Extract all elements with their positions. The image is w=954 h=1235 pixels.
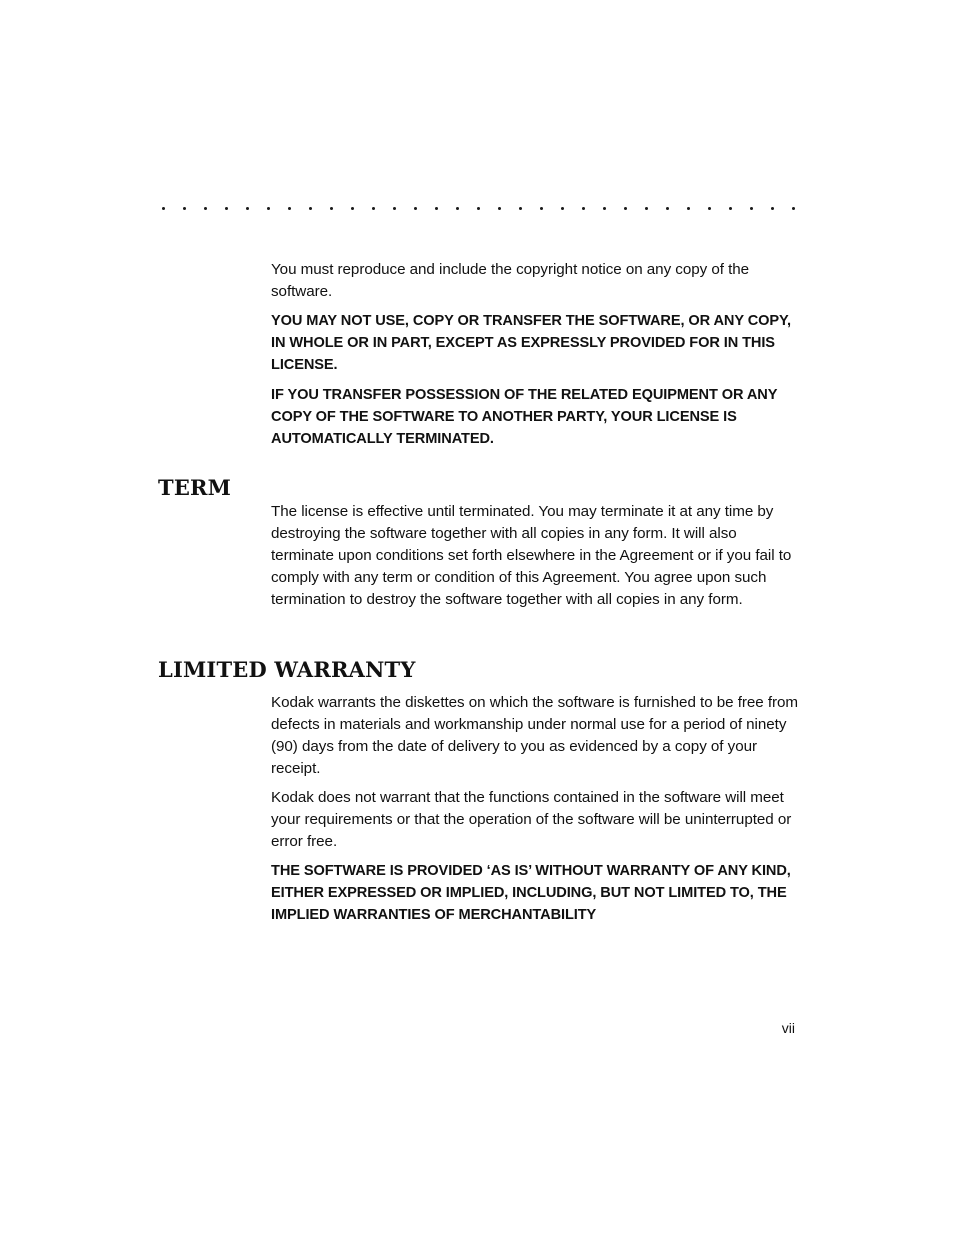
- rule-dot: [351, 207, 354, 210]
- dotted-header-rule: [158, 203, 798, 217]
- rule-dot: [183, 207, 186, 210]
- rule-dot: [645, 207, 648, 210]
- copyright-notice-paragraph: You must reproduce and include the copyright notice on any copy of the software.: [271, 261, 750, 300]
- term-paragraph: The license is effective until terminated. You may terminate it at any time by destroying the software together with all copies in any form. It will also terminate upon conditions set forth elsewhere in the Agreement or if you fail to comply with any term or condition of this Agreement. You agree upon such termination to destroy the software together with all copies in any form.: [271, 503, 792, 608]
- rule-dot: [330, 207, 333, 210]
- rule-dot: [267, 207, 270, 210]
- limited-warranty-heading: LIMITED WARRANTY: [158, 657, 416, 682]
- rule-dot: [435, 207, 438, 210]
- rule-dot: [393, 207, 396, 210]
- rule-dot: [750, 207, 753, 210]
- warranty-functions-paragraph: Kodak does not warrant that the functions contained in the software will meet your requirements or that the operation of the software will be uninterrupted or error free.: [271, 789, 792, 850]
- rule-dot: [204, 207, 207, 210]
- as-is-disclaimer-paragraph: THE SOFTWARE IS PROVIDED ‘AS IS’ WITHOUT WARRANTY OF ANY KIND, EITHER EXPRESSED OR IMPLIED, INCLUDING, BUT NOT LIMITED TO, THE IMPLIED WARRANTIES OF MERCHANTABILITY: [271, 863, 791, 923]
- rule-dot: [729, 207, 732, 210]
- rule-dot: [246, 207, 249, 210]
- intro-block: [271, 259, 799, 450]
- rule-dot: [603, 207, 606, 210]
- warranty-block: [271, 692, 799, 926]
- restriction-paragraph: YOU MAY NOT USE, COPY OR TRANSFER THE SOFTWARE, OR ANY COPY, IN WHOLE OR IN PART, EXCEPT AS EXPRESSLY PROVIDED FOR IN THIS LICENSE.: [271, 313, 791, 373]
- page-number: vii: [781, 1020, 795, 1036]
- rule-dot: [498, 207, 501, 210]
- rule-dot: [771, 207, 774, 210]
- rule-dot: [666, 207, 669, 210]
- rule-dot: [414, 207, 417, 210]
- rule-dot: [624, 207, 627, 210]
- warranty-diskettes-paragraph: Kodak warrants the diskettes on which the software is furnished to be free from defects in materials and workmanship under normal use for a period of ninety (90) days from the date of delivery to you as evidenced by a copy of your receipt.: [271, 694, 799, 777]
- rule-dot: [309, 207, 312, 210]
- rule-dot: [519, 207, 522, 210]
- rule-dot: [708, 207, 711, 210]
- rule-dot: [477, 207, 480, 210]
- rule-dot: [561, 207, 564, 210]
- rule-dot: [582, 207, 585, 210]
- term-heading: TERM: [158, 475, 232, 500]
- rule-dot: [456, 207, 459, 210]
- term-block: [271, 501, 799, 611]
- rule-dot: [792, 207, 795, 210]
- rule-dot: [540, 207, 543, 210]
- rule-dot: [288, 207, 291, 210]
- rule-dot: [162, 207, 165, 210]
- rule-dot: [687, 207, 690, 210]
- rule-dot: [372, 207, 375, 210]
- rule-dot: [225, 207, 228, 210]
- termination-transfer-paragraph: IF YOU TRANSFER POSSESSION OF THE RELATED EQUIPMENT OR ANY COPY OF THE SOFTWARE TO ANOTHER PARTY, YOUR LICENSE IS AUTOMATICALLY TERMINATED.: [271, 387, 778, 447]
